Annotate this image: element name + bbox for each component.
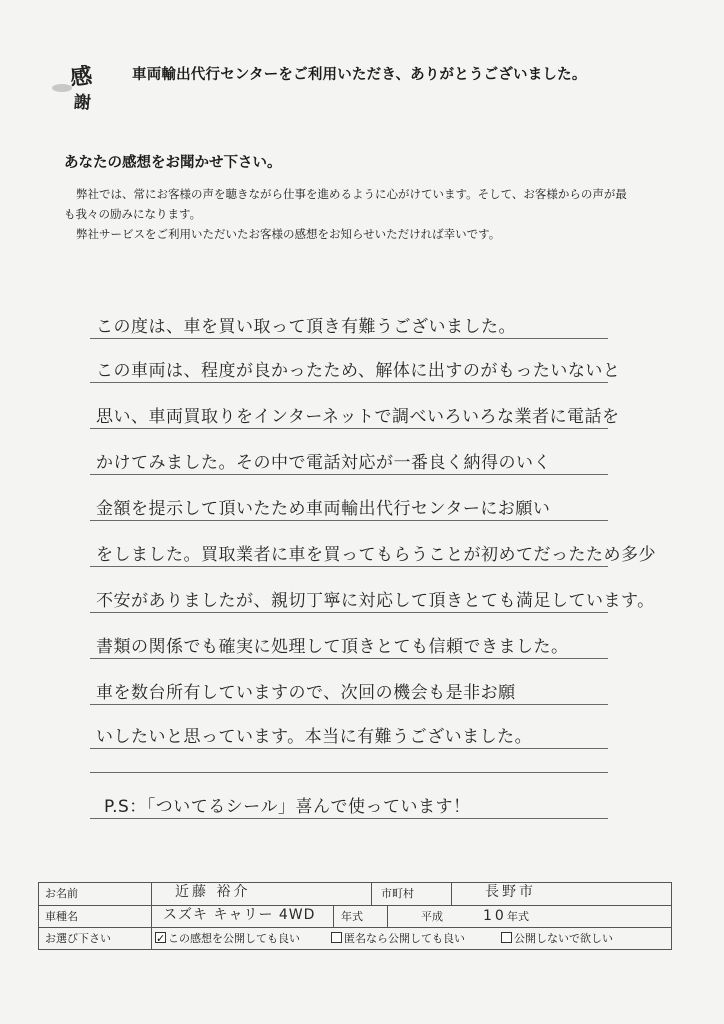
name-label: お名前 — [45, 887, 78, 900]
option-publish-label: この感想を公開しても良い — [168, 932, 300, 945]
intro-line-2: も我々の励みになります。 — [64, 207, 202, 221]
ink-splash-decoration — [52, 84, 72, 92]
ruled-line — [90, 338, 608, 339]
city-label: 市町村 — [381, 887, 414, 900]
logo-char-1: 感 — [68, 62, 94, 92]
table-row — [39, 883, 671, 905]
option-anonymous-label: 匿名なら公開しても良い — [344, 932, 465, 945]
table-row — [39, 927, 671, 950]
logo-char-2: 謝 — [73, 92, 92, 114]
intro-line-1: 弊社では、常にお客様の声を聴きながら仕事を進めるように心がけています。そして、お客様からの声が最 — [76, 187, 627, 201]
cell-divider — [151, 883, 152, 905]
page-header-title: 車両輸出代行センターをご利用いただき、ありがとうございました。 — [132, 67, 587, 83]
ruled-line — [90, 658, 608, 659]
ruled-line — [90, 772, 608, 773]
car-value[interactable]: スズキ キャリー 4WD — [163, 907, 316, 923]
option-private-label: 公開しないで欲しい — [514, 932, 613, 945]
customer-info-table — [38, 882, 672, 950]
handwritten-line: 書類の関係でも確実に処理して頂きとても信頼できました。 — [96, 637, 569, 657]
handwritten-line: をしました。買取業者に車を買ってもらうことが初めてだったため多少 — [96, 545, 656, 565]
ruled-line — [90, 612, 608, 613]
choose-label: お選び下さい — [45, 932, 111, 945]
table-row — [39, 905, 671, 928]
city-value[interactable]: 長野市 — [485, 884, 536, 900]
name-value[interactable]: 近藤 裕介 — [175, 884, 251, 900]
checkbox-checked-icon[interactable] — [155, 932, 166, 943]
intro-text — [64, 184, 674, 244]
option-private[interactable] — [495, 928, 665, 950]
option-anonymous[interactable] — [325, 928, 495, 950]
handwritten-line: この度は、車を買い取って頂き有難うございました。 — [96, 317, 516, 337]
year-label: 年式 — [341, 910, 363, 923]
section-title: あなたの感想をお聞かせ下さい。 — [64, 155, 282, 171]
ruled-line — [90, 704, 608, 705]
handwritten-line: 不安がありましたが、親切丁寧に対応して頂きとても満足しています。 — [96, 591, 655, 611]
handwritten-line: この車両は、程度が良かったため、解体に出すのがもったいないと — [96, 361, 621, 381]
handwritten-line: P.S：「ついてるシール」喜んで使っています！ — [104, 797, 471, 817]
era-label: 平成 — [421, 910, 443, 923]
option-publish[interactable] — [149, 928, 329, 950]
cell-divider — [333, 906, 334, 928]
ruled-line — [90, 474, 608, 475]
handwritten-line: いしたいと思っています。本当に有難うございました。 — [96, 727, 533, 747]
handwritten-line: 金額を提示して頂いたため車両輸出代行センターにお願い — [96, 499, 551, 519]
ruled-line — [90, 566, 608, 567]
intro-line-3: 弊社サービスをご利用いただいたお客様の感想をお知らせいただければ幸いです。 — [76, 227, 501, 241]
car-label: 車種名 — [45, 910, 78, 923]
ruled-line — [90, 382, 608, 383]
cell-divider — [451, 883, 452, 905]
cell-divider — [387, 906, 388, 928]
ruled-line — [90, 428, 608, 429]
handwritten-line: かけてみました。その中で電話対応が一番良く納得のいく — [96, 453, 551, 473]
cell-divider — [371, 883, 372, 905]
ruled-line — [90, 818, 608, 819]
ruled-line — [90, 748, 608, 749]
handwritten-line: 車を数台所有していますので、次回の機会も是非お願 — [96, 683, 516, 703]
thanks-logo — [52, 58, 112, 118]
handwritten-line: 思い、車両買取りをインターネットで調べいろいろな業者に電話を — [96, 407, 620, 427]
year-suffix: 年式 — [507, 910, 529, 923]
cell-divider — [151, 906, 152, 928]
year-value[interactable]: 10 — [483, 908, 507, 924]
ruled-line — [90, 520, 608, 521]
checkbox-icon[interactable] — [501, 932, 512, 943]
checkbox-icon[interactable] — [331, 932, 342, 943]
